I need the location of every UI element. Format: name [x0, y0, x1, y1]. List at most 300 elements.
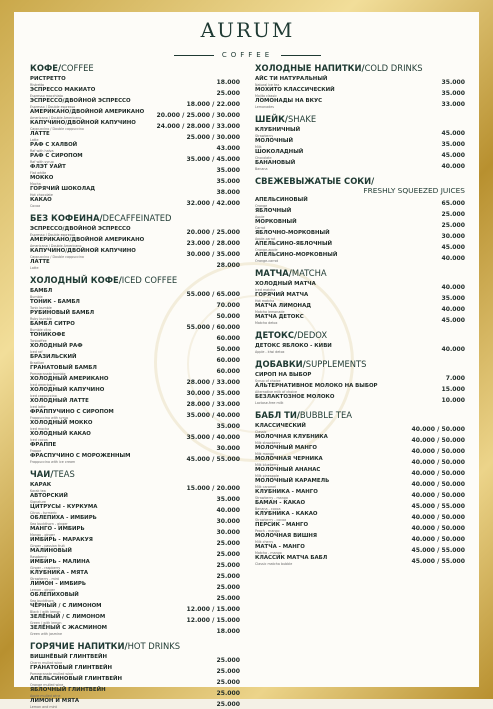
item-name: КЛУБНИЧНЫЙ [255, 127, 301, 133]
item-name: ЯБЛОЧНЫЙ [255, 208, 292, 214]
item-name: ФРАСПУЧИНО С МОРОЖЕННЫМ [30, 453, 131, 459]
item-name-en: Frappe [30, 449, 42, 453]
item-name-en: Signature [30, 500, 46, 504]
item-name: МОЛОЧНАЯ КЛУБНИКА [255, 434, 328, 440]
menu-item [255, 208, 465, 219]
item-name-block [255, 533, 317, 544]
menu-item [255, 76, 465, 87]
category-title-ru: КОФЕ/ [30, 63, 62, 73]
item-name-block [30, 526, 85, 537]
item-name-block [30, 175, 53, 186]
item-name: ФЛЭТ УАЙТ [30, 164, 66, 170]
item-name: БАМБЛ СИТРО [30, 321, 75, 327]
item-name-en: Iced mocha [30, 427, 50, 431]
item-name: ГРАНАТОВЫЙ БАМБЛ [30, 365, 97, 371]
item-name-block [255, 149, 303, 160]
item-name: АПЕЛЬСИНО-ЯБЛОЧНЫЙ [255, 241, 333, 247]
item-name-en: Cappuccino / Double cappuccino [30, 255, 84, 259]
menu-item [30, 197, 240, 208]
item-name-block [30, 442, 56, 453]
item-name-block [30, 354, 77, 365]
menu-item [255, 219, 465, 230]
menu-item [255, 127, 465, 138]
item-name: МАТЧА ЛИМОНАД [255, 303, 312, 309]
item-name-block [30, 537, 93, 548]
item-name: ШОКОЛАДНЫЙ [255, 149, 304, 155]
item-price: 55.000 / 60.000 [186, 324, 240, 331]
item-name-block [30, 299, 80, 310]
menu-item [30, 76, 240, 87]
item-name-block [255, 230, 330, 241]
item-name-block [30, 98, 131, 109]
item-price: 25.000 [216, 690, 240, 697]
item-name: ПЕРСИК - МАНГО [255, 522, 309, 528]
item-price: 15.000 [441, 386, 465, 393]
item-name-block [30, 237, 144, 248]
item-name: АЙС ТИ НАТУРАЛЬНЫЙ [255, 76, 328, 82]
item-name-en: Strawberry [255, 134, 274, 138]
item-name: БАМАН - КАКАО [255, 500, 306, 506]
menu-item [255, 281, 465, 292]
item-price: 45.000 [441, 130, 465, 137]
item-name: ФРАППЕ [30, 442, 57, 448]
menu-item [255, 252, 465, 263]
menu-item [30, 482, 240, 493]
item-name-en: Karak tea [30, 489, 46, 493]
menu-item [255, 522, 465, 533]
menu-item [30, 354, 240, 365]
item-name-en: Mocha [30, 182, 41, 186]
menu-item [30, 299, 240, 310]
item-name-en: Apple-carrot [255, 237, 276, 241]
item-price: 33.000 [441, 101, 465, 108]
item-price: 55.000 / 65.000 [186, 291, 240, 298]
item-name-en: Ginger - passion fruit [30, 544, 65, 548]
item-name-block [255, 98, 322, 109]
item-price: 25.000 [216, 551, 240, 558]
item-name-en: Apple - kiwi detox [255, 350, 285, 354]
menu-item [30, 120, 240, 131]
menu-item [30, 676, 240, 687]
category-heading [30, 63, 240, 74]
item-name: МОРКОВНЫЙ [255, 219, 297, 225]
item-name: ЛАТТЕ [30, 131, 50, 137]
brand-title: AURUM [200, 18, 295, 42]
item-price: 35.000 / 40.000 [186, 434, 240, 441]
item-price: 40.000 / 50.000 [411, 536, 465, 543]
item-price: 40.000 / 50.000 [411, 470, 465, 477]
item-price: 65.000 [441, 200, 465, 207]
item-price: 25.000 [441, 211, 465, 218]
item-name-block [255, 160, 295, 171]
item-price: 60.000 [216, 357, 240, 364]
item-name-en: Ristretto [30, 83, 45, 87]
item-name-block [30, 76, 66, 87]
category-heading [255, 176, 465, 195]
item-name-block [30, 654, 107, 665]
menu-item [30, 175, 240, 186]
item-price: 25.000 [216, 657, 240, 664]
item-price: 45.000 / 55.000 [186, 456, 240, 463]
item-name: ЧЁРНЫЙ / С ЛИМОНОМ [30, 603, 102, 609]
item-name: ГРАНАТОВЫЙ ГЛИНТВЕЙН [30, 665, 113, 671]
item-price: 40.000 / 50.000 [411, 514, 465, 521]
item-name: ЭСПРЕССО/ДВОЙНОЙ ЭСПРЕССО [30, 98, 131, 104]
item-name-block [255, 467, 320, 478]
item-price: 40.000 / 50.000 [411, 492, 465, 499]
category-title-ru: ХОЛОДНЫЕ НАПИТКИ/ [255, 63, 365, 73]
item-name-en: Matcha lemonade [255, 310, 285, 314]
item-price: 40.000 [441, 284, 465, 291]
item-name: ХОЛОДНЫЙ МОККО [30, 420, 93, 426]
item-name: АПЕЛЬСИНОВЫЙ [255, 197, 308, 203]
item-name-block [30, 431, 91, 442]
item-name-block [30, 109, 144, 120]
item-name-en: Hot chocolate [30, 193, 53, 197]
item-name-block [255, 500, 305, 511]
item-price: 60.000 [216, 368, 240, 375]
item-name: КЛУБНИКА - МАНГО [255, 489, 318, 495]
item-name-block [30, 142, 77, 153]
item-price: 40.000 / 50.000 [411, 437, 465, 444]
item-name-en: Syrup of choice [255, 379, 281, 383]
category-title-ru: ГОРЯЧИЕ НАПИТКИ/ [30, 641, 128, 651]
menu-item [30, 614, 240, 625]
item-name: РАФ С СИРОПОМ [30, 153, 83, 159]
menu-item [30, 515, 240, 526]
item-price: 45.000 [441, 244, 465, 251]
item-name-block [255, 394, 334, 405]
category-heading [255, 330, 465, 341]
item-name: ЛАТТЕ [30, 259, 50, 265]
item-name-block [30, 614, 105, 625]
item-name-en: Milk cherry [255, 540, 274, 544]
item-name: АМЕРИКАНО/ДВОЙНОЙ АМЕРИКАНО [30, 237, 145, 243]
item-price: 12.000 / 15.000 [186, 617, 240, 624]
item-price: 40.000 / 50.000 [411, 426, 465, 433]
menu-item [30, 665, 240, 676]
item-name-en: Peach - mango [255, 529, 280, 533]
item-name-block [30, 226, 131, 237]
menu-column-right [255, 58, 465, 709]
item-name-block [30, 559, 90, 570]
item-name-en: Hot matcha [255, 299, 275, 303]
item-name-block [30, 398, 89, 409]
item-name: МОККО [30, 175, 54, 181]
item-name-en: Milk pineapple [255, 474, 279, 478]
menu-item [255, 394, 465, 405]
menu-item [30, 398, 240, 409]
item-price: 25.000 [216, 701, 240, 708]
item-name: РУБИНОВЫЙ БАМБЛ [30, 310, 95, 316]
item-name-block [255, 241, 332, 252]
item-name-block [30, 131, 50, 142]
category-title-ru: БЕЗ КОФЕИНА/ [30, 213, 103, 223]
item-price: 40.000 / 50.000 [411, 459, 465, 466]
item-price: 30.000 [216, 518, 240, 525]
item-name-block [255, 383, 377, 394]
item-name-block [30, 665, 112, 676]
menu-item [30, 164, 240, 175]
brand-subtitle: COFFEE [214, 51, 281, 59]
item-name: КЛАССИК МАТЧА БАБЛ [255, 555, 328, 561]
item-name-block [255, 314, 304, 325]
menu-item [255, 445, 465, 456]
item-name-block [255, 544, 305, 555]
category-heading [255, 359, 465, 370]
item-name: МАТЧА ДЕТОКС [255, 314, 304, 320]
item-name-block [30, 676, 122, 687]
item-name: КАРАК [30, 482, 52, 488]
menu-item [30, 343, 240, 354]
item-price: 24.000 / 28.000 / 33.000 [156, 123, 240, 130]
category-heading [255, 268, 465, 279]
item-name-en: Mango - ginger [30, 533, 55, 537]
item-name-en: Raf with halva [30, 149, 54, 153]
item-name-block [255, 76, 327, 87]
item-name: БЕЗЛАКТОЗНОЕ МОЛОКО [255, 394, 335, 400]
item-name-block [255, 456, 323, 467]
item-name: РАФ С ХАЛВОЙ [30, 142, 78, 148]
menu-item [30, 109, 240, 120]
item-price: 25.000 [216, 595, 240, 602]
menu-item [30, 387, 240, 398]
item-name-en: Tonic bumble [30, 306, 52, 310]
item-name: ГОРЯЧИЙ МАТЧА [255, 292, 309, 298]
category-title-en: DEDOX [297, 330, 328, 340]
item-name-en: Orange mulled wine [30, 683, 64, 687]
item-name: ЗЕЛЁНЫЙ / С ЛИМОНОМ [30, 614, 106, 620]
item-name-block [30, 625, 107, 636]
item-name: ХОЛОДНЫЙ АМЕРИКАНО [30, 376, 109, 382]
item-name-block [255, 489, 318, 500]
category-title-ru: СВЕЖЕВЫЖАТЫЕ СОКИ/ [255, 176, 375, 186]
item-name-block [255, 303, 311, 314]
item-name-en: Carrot [255, 226, 266, 230]
item-price: 45.000 [441, 152, 465, 159]
menu-item [255, 489, 465, 500]
menu-item [255, 372, 465, 383]
item-name: ХОЛОДНЫЙ РАФ [30, 343, 83, 349]
category-title-en: DECAFFEINATED [102, 213, 172, 223]
menu-item [255, 160, 465, 171]
category-title-en: COFFEE [61, 63, 94, 73]
item-name-block [255, 372, 311, 383]
item-name: КЛУБНИКА - КАКАО [255, 511, 318, 517]
menu-item [30, 226, 240, 237]
item-name-en: Brazilian [30, 361, 45, 365]
menu-item [255, 138, 465, 149]
menu-item [30, 420, 240, 431]
item-price: 25.000 [216, 679, 240, 686]
item-price: 40.000 / 50.000 [411, 448, 465, 455]
menu-item [255, 98, 465, 109]
item-name-en: Natural ice tea [255, 83, 280, 87]
category-title-ru: ДОБАВКИ/ [255, 359, 306, 369]
item-name-en: Milk strawberry [255, 441, 281, 445]
category-heading [30, 641, 240, 652]
category-heading [255, 114, 465, 125]
category-title-en: HOT DRINKS [127, 641, 181, 651]
item-name-block [30, 343, 83, 354]
item-name-en: Latte [30, 138, 39, 142]
item-name-en: Pomegranate mulled wine [30, 672, 74, 676]
item-name-en: Bumble [30, 295, 43, 299]
menu-item [30, 365, 240, 376]
item-name: ХОЛОДНЫЙ КАКАО [30, 431, 91, 437]
item-name: АЛЬТЕРНАТИВНОЕ МОЛОКО НА ВЫБОР [255, 383, 378, 389]
menu-item [30, 625, 240, 636]
item-price: 35.000 [216, 496, 240, 503]
menu-item [30, 321, 240, 332]
menu-item [30, 526, 240, 537]
category-heading [255, 63, 465, 74]
item-name-en: Sea buckthorn - ginger [30, 522, 68, 526]
menu-item [30, 548, 240, 559]
item-price: 40.000 / 50.000 [411, 525, 465, 532]
item-name-block [255, 511, 317, 522]
item-name: ОБЛЕПИХОВЫЙ [30, 592, 79, 598]
item-name: ЯБЛОЧНЫЙ ГЛИНТВЕЙН [30, 687, 106, 693]
item-price: 35.000 / 45.000 [186, 156, 240, 163]
item-price: 35.000 / 40.000 [186, 412, 240, 419]
item-name-en: Matcha - mango [255, 551, 282, 555]
category-title-ru: МАТЧА/ [255, 268, 292, 278]
category-title-en: SHAKE [287, 114, 317, 124]
item-name: БАНАНОВЫЙ [255, 160, 296, 166]
item-name: СИРОП НА ВЫБОР [255, 372, 312, 378]
menu-item [30, 153, 240, 164]
item-price: 60.000 [216, 335, 240, 342]
item-price: 40.000 [441, 306, 465, 313]
item-price: 30.000 [441, 233, 465, 240]
item-name: АПЕЛЬСИНОВЫЙ ГЛИНТВЕЙН [30, 676, 123, 682]
item-name-en: Pomegranate bumble [30, 372, 66, 376]
item-name-block [255, 522, 308, 533]
item-name-block [255, 478, 329, 489]
category-heading [255, 410, 465, 421]
item-name-block [30, 493, 68, 504]
item-price: 12.000 / 15.000 [186, 606, 240, 613]
item-name-en: Milk caramel [255, 485, 276, 489]
item-price: 25.000 [216, 668, 240, 675]
menu-item [30, 654, 240, 665]
item-name-en: Green with jasmine [30, 632, 62, 636]
menu-item [255, 467, 465, 478]
item-name: ЗЕЛЁНЫЙ С ЖАСМИНОМ [30, 625, 108, 631]
item-name: ЛИМОН - ИМБИРЬ [30, 581, 86, 587]
menu-item [30, 603, 240, 614]
item-name-block [30, 248, 136, 259]
item-name-block [30, 504, 97, 515]
menu-item [255, 292, 465, 303]
item-price: 45.000 [441, 317, 465, 324]
item-price: 25.000 [216, 584, 240, 591]
item-name: ИМБИРЬ - МАЛИНА [30, 559, 90, 565]
item-name-en: Raf with syrup [30, 160, 54, 164]
menu-item [30, 537, 240, 548]
menu-item [255, 478, 465, 489]
item-name-block [30, 698, 79, 709]
menu-item [30, 186, 240, 197]
item-name-en: Bumble citro [30, 328, 51, 332]
item-name: КАПУЧИНО/ДВОЙНОЙ КАПУЧИНО [30, 120, 136, 126]
item-price: 25.000 [216, 573, 240, 580]
item-price: 35.000 [216, 167, 240, 174]
item-price: 50.000 [216, 313, 240, 320]
menu-item [30, 570, 240, 581]
item-name: МАТЧА - МАНГО [255, 544, 305, 550]
item-name-block [255, 281, 316, 292]
item-price: 25.000 [216, 562, 240, 569]
item-name: АМЕРИКАНО/ДВОЙНОЙ АМЕРИКАНО [30, 109, 145, 115]
menu-item [30, 442, 240, 453]
menu-item [255, 544, 465, 555]
item-name-block [30, 197, 52, 208]
menu-sheet [14, 12, 479, 709]
brand-logo [30, 18, 465, 58]
item-name-en: Sea buckthorn [30, 599, 54, 603]
item-name-en: Americano / Double Americano [30, 244, 82, 248]
item-price: 25.000 / 30.000 [186, 134, 240, 141]
item-name-block [30, 409, 114, 420]
item-price: 45.000 / 55.000 [411, 547, 465, 554]
item-price: 30.000 / 35.000 [186, 390, 240, 397]
item-price: 30.000 [216, 529, 240, 536]
item-name-block [255, 445, 317, 456]
item-name-en: Green / with lemon [30, 621, 62, 625]
item-name-en: Milk blueberry [255, 463, 279, 467]
category-title-ru: ЧАИ/ [30, 469, 54, 479]
item-price: 28.000 [216, 262, 240, 269]
item-price: 38.000 [216, 189, 240, 196]
item-name-en: Classic [255, 430, 267, 434]
menu-item [30, 504, 240, 515]
item-name-block [255, 138, 293, 149]
item-name: КАПУЧИНО/ДВОЙНОЙ КАПУЧИНО [30, 248, 136, 254]
item-name: ТОНИКОФЕ [30, 332, 66, 338]
category-title-ru: ШЕЙК/ [255, 114, 288, 124]
category-title-en: BUBBLE TEA [299, 410, 353, 420]
item-price: 32.000 / 42.000 [186, 200, 240, 207]
item-name-en: Latte [30, 266, 39, 270]
menu-item [30, 687, 240, 698]
item-name: ХОЛОДНЫЙ МАТЧА [255, 281, 316, 287]
item-price: 10.000 [441, 397, 465, 404]
category-title-en: TEAS [53, 469, 75, 479]
item-price: 43.000 [216, 145, 240, 152]
item-price: 28.000 / 33.000 [186, 401, 240, 408]
menu-item [30, 332, 240, 343]
menu-item [255, 87, 465, 98]
item-name-en: Americano / Double Americano [30, 116, 82, 120]
item-name-en: Cappuccino / Double cappuccino [30, 127, 84, 131]
item-name-en: Cherry mulled wine [30, 661, 63, 665]
menu-item [255, 533, 465, 544]
item-name: ГОРЯЧИЙ ШОКОЛАД [30, 186, 96, 192]
item-name-block [255, 197, 308, 208]
item-price: 35.000 [441, 141, 465, 148]
item-name-en: Lemon and mint [30, 705, 57, 709]
menu-item [255, 197, 465, 208]
item-name: МОЛОЧНЫЙ КАРАМЕЛЬ [255, 478, 330, 484]
menu-item [30, 698, 240, 709]
item-name-block [30, 120, 136, 131]
item-name-en: Iced matcha [255, 288, 276, 292]
item-name-en: Iced cocoa [30, 438, 48, 442]
menu-item [255, 343, 465, 354]
item-price: 70.000 [216, 302, 240, 309]
